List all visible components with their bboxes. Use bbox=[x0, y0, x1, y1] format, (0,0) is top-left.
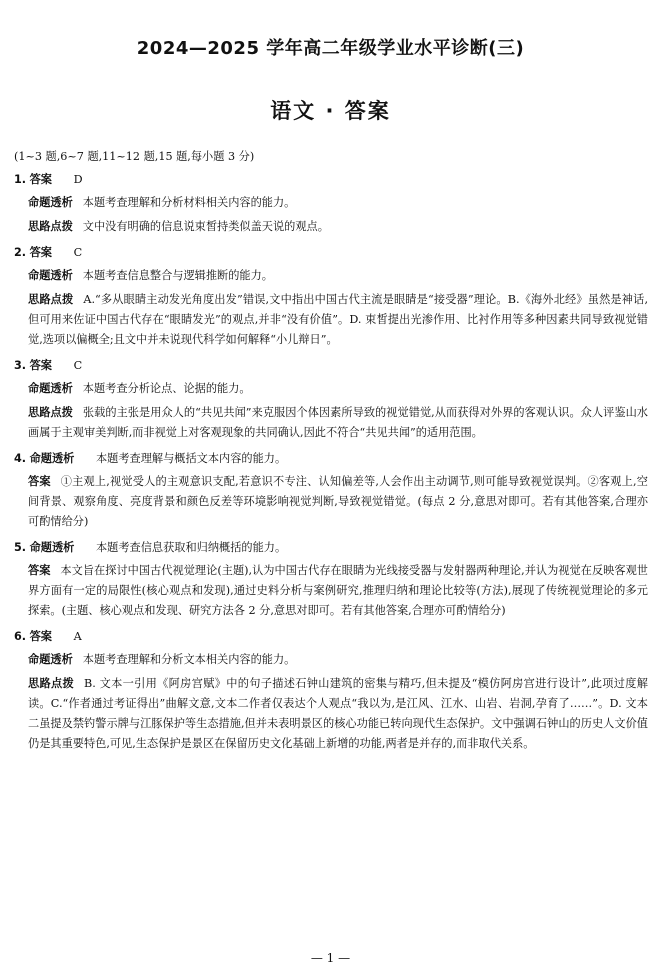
analysis-label: 命题透析 bbox=[28, 269, 73, 282]
answer-label: 答案 bbox=[28, 564, 51, 577]
question-4 bbox=[14, 449, 648, 532]
answer-label: 答案 bbox=[29, 173, 52, 186]
question-2-header bbox=[14, 243, 648, 262]
answer-row bbox=[14, 561, 648, 621]
answer-choice: C bbox=[73, 359, 83, 372]
analysis-label: 命题透析 bbox=[28, 653, 73, 666]
hint-row bbox=[14, 217, 648, 237]
answer-label: 答案 bbox=[29, 630, 52, 643]
analysis-row bbox=[14, 193, 648, 213]
page-number: — 1 — bbox=[310, 951, 351, 965]
hint-text: 张载的主张是用众人的“共见共闻”来克服因个体因素所导致的视觉错觉,从而获得对外界的客观认识。众人评鉴山水画属于主观审美判断,而非视觉上对客观现象的共同确认,因此不符合“共见共闻”的适用范围。 bbox=[28, 406, 648, 439]
answer-text: ①主观上,视觉受人的主观意识支配,若意识不专注、认知偏差等,人会作出主动调节,则可能导致视觉误判。②客观上,空间背景、观察角度、亮度背景和颜色反差等环境影响视觉判断,导致视觉错觉。(每点 2 分,意思对即可。若有其他答案,合理亦可酌情给分) bbox=[28, 475, 648, 528]
answer-choice: A bbox=[73, 630, 82, 643]
document-subtitle: 语文 · 答案 bbox=[270, 99, 391, 123]
question-number: 5. bbox=[14, 541, 27, 554]
analysis-row bbox=[14, 650, 648, 670]
analysis-label: 命题透析 bbox=[29, 541, 75, 554]
analysis-text: 本题考查分析论点、论据的能力。 bbox=[82, 382, 251, 395]
document-title: 2024—2025 学年高二年级学业水平诊断(三) bbox=[136, 38, 525, 59]
analysis-label: 命题透析 bbox=[28, 196, 73, 209]
question-1-header bbox=[14, 170, 648, 189]
analysis-text: 本题考查理解和分析材料相关内容的能力。 bbox=[82, 196, 296, 209]
hint-label: 思路点拨 bbox=[28, 406, 73, 419]
question-4-header bbox=[14, 449, 648, 468]
analysis-row bbox=[14, 379, 648, 399]
analysis-text: 本题考查信息获取和归纳概括的能力。 bbox=[95, 541, 287, 554]
question-5-header bbox=[14, 538, 648, 557]
question-number: 6. bbox=[14, 630, 27, 643]
scoring-note: (1~3 题,6~7 题,11~12 题,15 题,每小题 3 分) bbox=[14, 150, 255, 163]
answer-choice: C bbox=[73, 246, 83, 259]
answer-label: 答案 bbox=[29, 359, 52, 372]
analysis-text: 本题考查理解和分析文本相关内容的能力。 bbox=[82, 653, 296, 666]
question-number: 3. bbox=[14, 359, 27, 372]
analysis-text: 本题考查理解与概括文本内容的能力。 bbox=[95, 452, 287, 465]
question-3 bbox=[14, 356, 648, 443]
hint-row bbox=[14, 290, 648, 350]
answer-choice: D bbox=[73, 173, 83, 186]
analysis-text: 本题考查信息整合与逻辑推断的能力。 bbox=[82, 269, 273, 282]
analysis-label: 命题透析 bbox=[28, 382, 73, 395]
hint-text: 文中没有明确的信息说束皙持类似盖天说的观点。 bbox=[82, 220, 329, 233]
hint-text: A.“多从眼睛主动发光角度出发”错误,文中指出中国古代主流是眼睛是“接受器”理论。B.《海外北经》虽然是神话,但可用来佐证中国古代存在“眼睛发光”的观点,并非“没有价值”。D. 束皙提出光渗作用、比衬作用等多种因素共同导致视觉错觉,选项以偏概全;且文中并未说现代科学如何解释“小儿辩日”。 bbox=[28, 293, 648, 346]
question-2 bbox=[14, 243, 648, 350]
question-1 bbox=[14, 170, 648, 237]
hint-label: 思路点拨 bbox=[28, 677, 75, 690]
analysis-row bbox=[14, 266, 648, 286]
hint-label: 思路点拨 bbox=[28, 220, 73, 233]
question-5 bbox=[14, 538, 648, 621]
answer-row bbox=[14, 472, 648, 532]
answer-text: 本文旨在探讨中国古代视觉理论(主题),认为中国古代存在眼睛为光线接受器与发射器两种理论,并认为视觉在反映客观世界方面有一定的局限性(核心观点和发现),通过史料分析与案例研究,推理归纳和理论比较等(方法),展现了传统视觉理论的多元探索。(主题、核心观点和发现、研究方法各 2 分,意思对即可。若有其他答案,合理亦可酌情给分) bbox=[28, 564, 648, 617]
hint-text: B. 文本一引用《阿房宫赋》中的句子描述石钟山建筑的密集与精巧,但未提及“模仿阿房宫进行设计”,此项过度解读。C.“作者通过考证得出”曲解文意,文本二作者仅表达个人观点“我以为,是江风、江水、山岩、岩洞,孕育了……”。D. 文本二虽提及禁钓警示牌与江豚保护等生态措施,但并未表明景区的核心功能已转向现代生态保护。文中强调石钟山的历史人文价值仍是其重要特色,可见,生态保护是景区在保留历史文化基础上新增的功能,两者是并存的,而非取代关系。 bbox=[28, 677, 648, 750]
question-number: 2. bbox=[14, 246, 27, 259]
question-number: 1. bbox=[14, 173, 27, 186]
question-6-header bbox=[14, 627, 648, 646]
analysis-label: 命题透析 bbox=[29, 452, 75, 465]
hint-row bbox=[14, 674, 648, 754]
question-6 bbox=[14, 627, 648, 754]
answer-content bbox=[14, 148, 648, 754]
question-3-header bbox=[14, 356, 648, 375]
answer-label: 答案 bbox=[28, 475, 51, 488]
question-number: 4. bbox=[14, 452, 27, 465]
hint-label: 思路点拨 bbox=[28, 293, 74, 306]
hint-row bbox=[14, 403, 648, 443]
answer-label: 答案 bbox=[29, 246, 52, 259]
